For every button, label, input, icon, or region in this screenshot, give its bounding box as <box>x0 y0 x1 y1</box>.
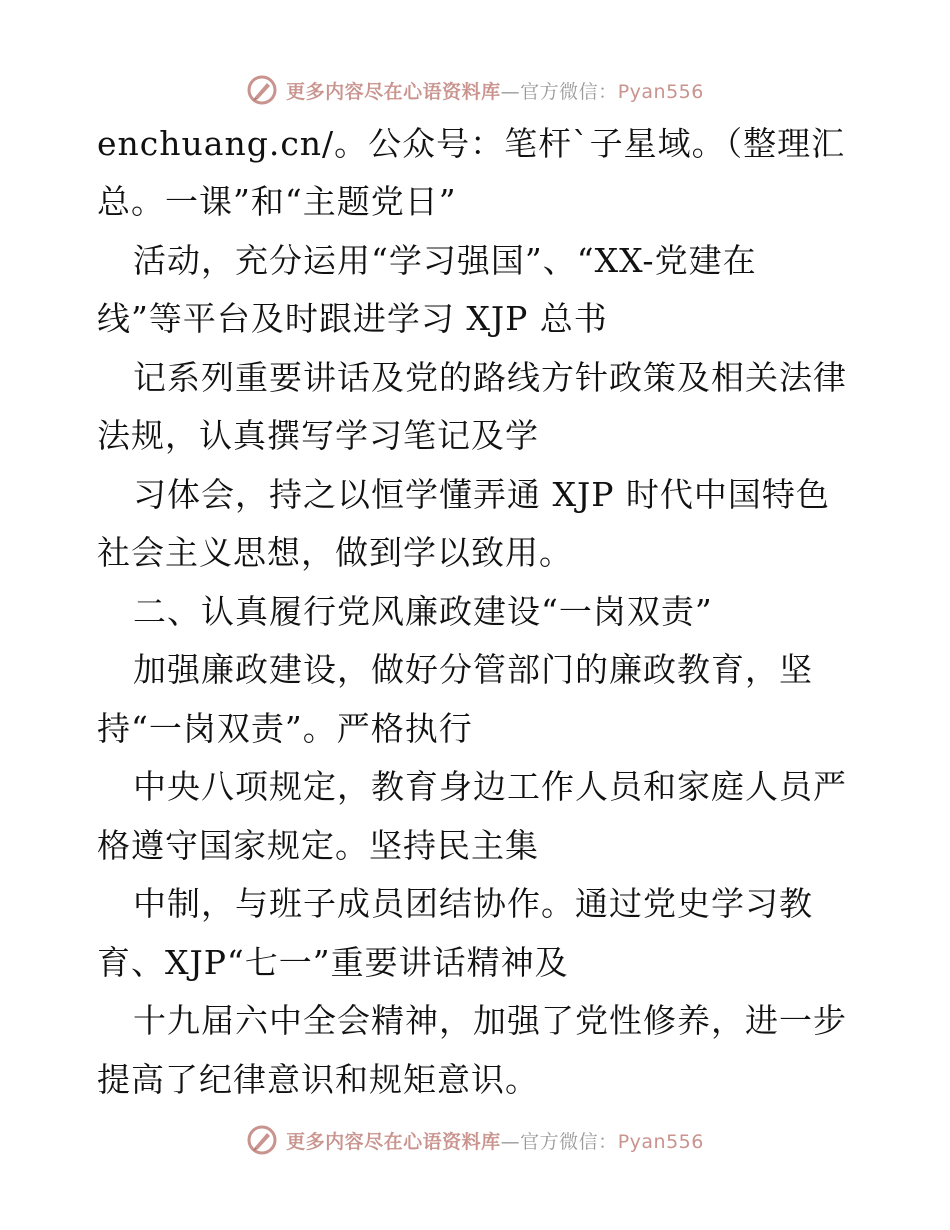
watermark-dash: — <box>500 80 521 103</box>
body-line: 格遵守国家规定。坚持民主集 <box>97 826 539 865</box>
body-line: 社会主义思想，做到学以致用。 <box>97 533 573 572</box>
section-heading: 二、认真履行党风廉政建设“一岗双责” <box>133 592 713 631</box>
pen-circle-logo-icon <box>246 1124 278 1156</box>
body-line: 记系列重要讲话及党的路线方针政策及相关法律 <box>133 358 847 397</box>
body-line: 活动，充分运用“学习强国”、“XX-党建在 <box>133 241 757 280</box>
watermark-id: Pyan556 <box>617 1130 704 1153</box>
watermark-text <box>286 77 704 104</box>
body-line: 加强廉政建设，做好分管部门的廉政教育，坚 <box>133 650 813 689</box>
header-watermark-banner <box>0 70 950 110</box>
watermark-dash: — <box>500 1130 521 1153</box>
body-line: 总。一课”和“主题党日” <box>97 182 457 221</box>
body-line: 法规，认真撰写学习笔记及学 <box>97 416 539 455</box>
body-line: 线”等平台及时跟进学习 XJP 总书 <box>97 299 608 338</box>
body-line: 提高了纪律意识和规矩意识。 <box>97 1060 539 1099</box>
body-line: enchuang.cn/。公众号：笔杆`子星域。（整理汇 <box>97 124 846 163</box>
body-line: 持“一岗双责”。严格执行 <box>97 709 473 748</box>
pen-circle-logo-icon <box>246 74 278 106</box>
watermark-main-text: 更多内容尽在心语资料库 <box>286 80 501 103</box>
body-line: 十九届六中全会精神，加强了党性修养，进一步 <box>133 1001 847 1040</box>
body-line: 育、XJP“七一”重要讲话精神及 <box>97 943 569 982</box>
watermark-label: 官方微信： <box>520 80 618 103</box>
footer-watermark-banner <box>0 1120 950 1160</box>
watermark-main-text: 更多内容尽在心语资料库 <box>286 1130 501 1153</box>
body-line: 中制，与班子成员团结协作。通过党史学习教 <box>133 884 813 923</box>
body-line: 习体会，持之以恒学懂弄通 XJP 时代中国特色 <box>133 475 830 514</box>
body-line: 中央八项规定，教育身边工作人员和家庭人员严 <box>133 767 847 806</box>
watermark-text <box>286 1127 704 1154</box>
watermark-id: Pyan556 <box>617 80 704 103</box>
watermark-label: 官方微信： <box>520 1130 618 1153</box>
